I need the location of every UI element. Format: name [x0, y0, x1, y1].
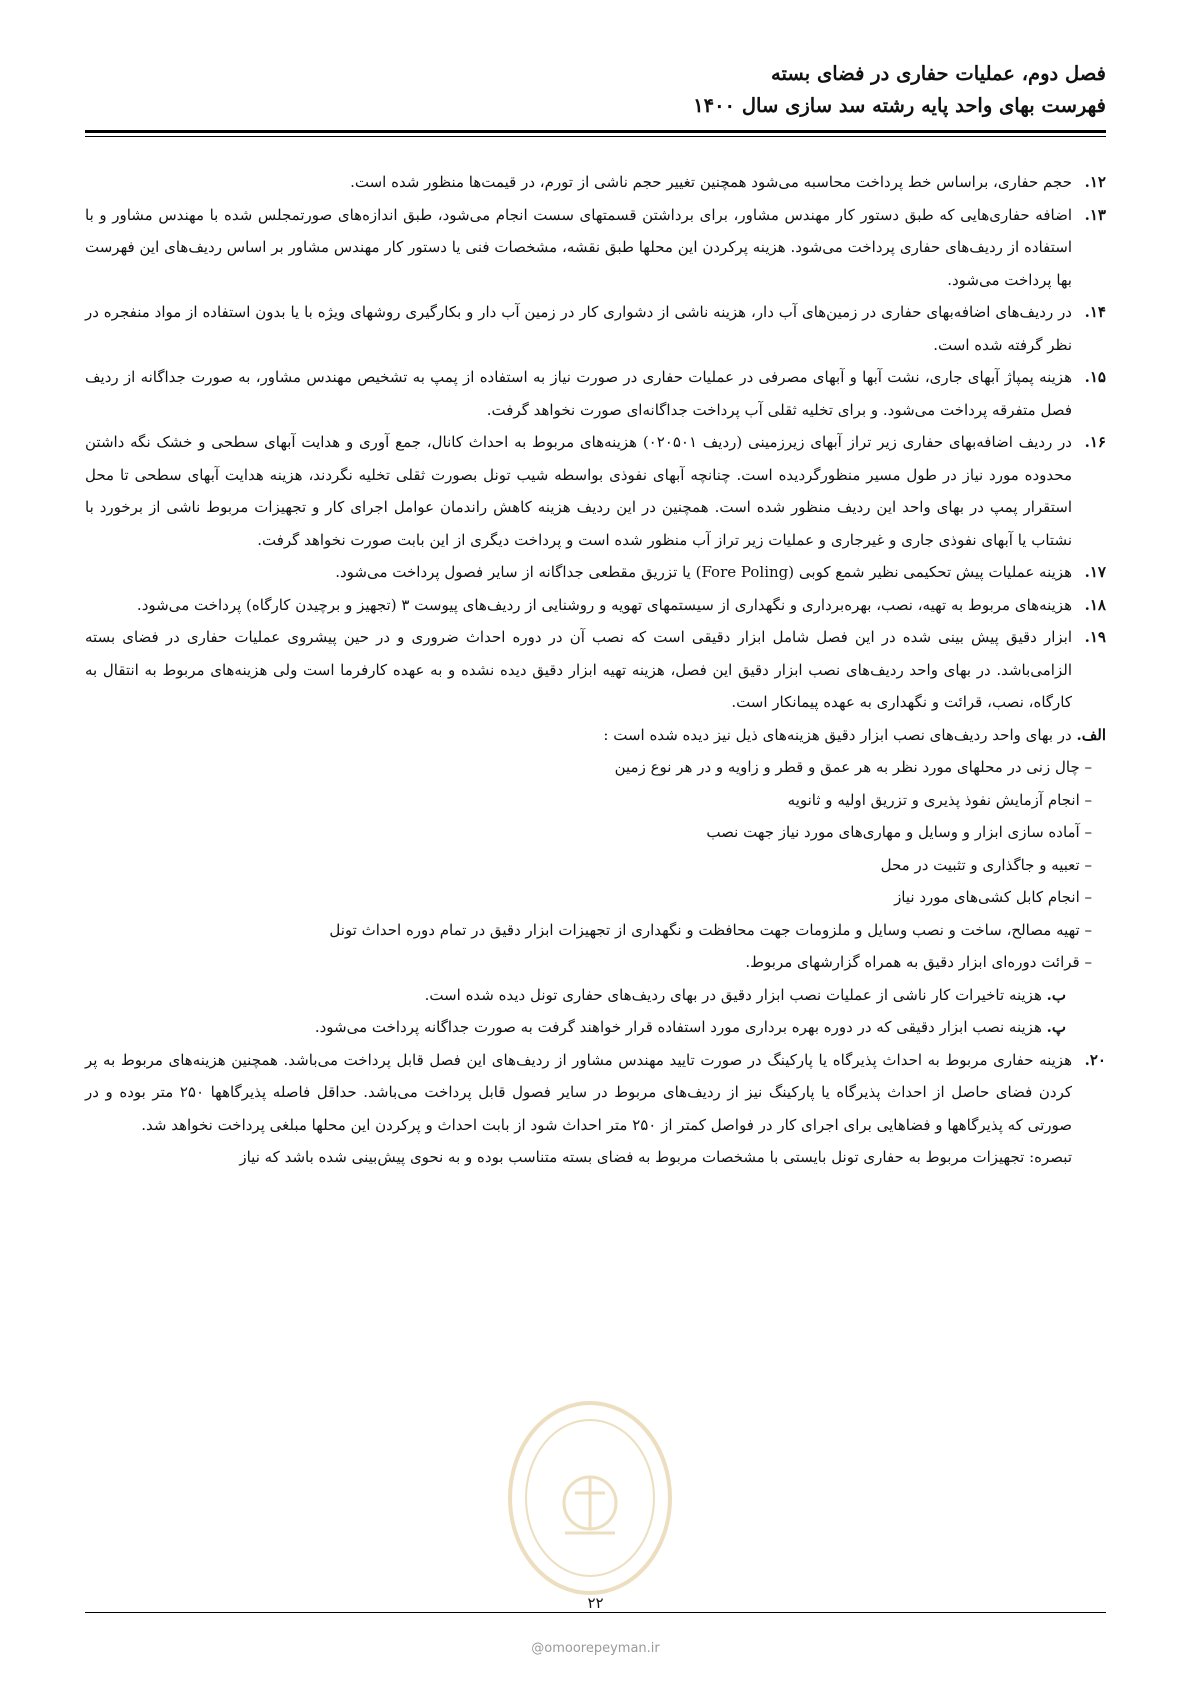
- sub-item-be: [85, 979, 1066, 1012]
- item-number: ۱۵.: [1084, 368, 1106, 386]
- item-text: هزینه عملیات پیش تحکیمی نظیر شمع کوبی (Fore Poling) یا تزریق مقطعی جداگانه از سایر فصول پرداخت می‌شود.: [335, 563, 1072, 581]
- list-item: [85, 166, 1106, 199]
- item-number: ۱۷.: [1084, 563, 1106, 581]
- item-number: ۱۸.: [1084, 595, 1106, 614]
- document-title: فهرست بهای واحد پایه رشته سد سازی سال ۱۴۰۰: [693, 94, 1106, 117]
- item-text: در ردیف‌های اضافه‌بهای حفاری در زمین‌های آب دار، هزینه ناشی از دشواری کار در زمین آب دار و بکارگیری روشهای ویژه با یا بدون استفاده از مواد منفجره در نظر گرفته شده است.: [85, 303, 1072, 354]
- bullet-item: – چال زنی در محلهای مورد نظر به هر عمق و قطر و زاویه و در هر نوع زمین: [614, 758, 1092, 776]
- item-text: اضافه حفاری‌هایی که طبق دستور کار مهندس مشاور، برای برداشتن قسمتهای سست انجام می‌شود، طبق اندازه‌های صورتمجلس شده با مهندس مشاور و با استفاده از ردیف‌های حفاری پرداخت می‌شود. هزینه پرکردن این محلها طبق نقشه، مشخصات فنی یا دستور کار مهندس مشاور بر اساس ردیف‌های این فهرست بها پرداخت می‌شود.: [85, 205, 1072, 289]
- item-number: ۲۰.: [1084, 1050, 1106, 1069]
- item-text: هزینه پمپاژ آبهای جاری، نشت آبها و آبهای مصرفی در عملیات حفاری در صورت نیاز به استفاده از پمپ به تشخیص مهندس مشاور، به صورت جداگانه از ردیف فصل متفرقه پرداخت می‌شود. و برای تخلیه ثقلی آب پرداخت جداگانه‌ای صورت نخواهد گرفت.: [85, 368, 1072, 419]
- sub-item-label: پ.: [1046, 1018, 1066, 1036]
- item-number: ۱۴.: [1084, 303, 1106, 321]
- list-item: [85, 199, 1106, 297]
- list-item: [85, 296, 1106, 361]
- note-paragraph: تبصره: تجهیزات مربوط به حفاری تونل بایستی با مشخصات مربوط به فضای بسته متناسب بوده و به نحوی پیش‌بینی شده باشد که نیاز: [239, 1148, 1072, 1166]
- sub-item-text: در بهای واحد ردیف‌های نصب ابزار دقیق هزینه‌های ذیل نیز دیده شده است :: [603, 725, 1072, 744]
- item-number: ۱۶.: [1084, 433, 1106, 451]
- page-content: [85, 166, 1106, 1174]
- page-number: ۲۲: [587, 1594, 604, 1612]
- watermark-seal: [505, 1398, 675, 1598]
- bullet-item: – تعبیه و جاگذاری و تثبیت در محل: [880, 855, 1092, 874]
- sub-item-text: هزینه تاخیرات کار ناشی از عملیات نصب ابزار دقیق در بهای ردیف‌های حفاری تونل دیده شده است.: [424, 985, 1042, 1004]
- bullet-item: – انجام کابل کشی‌های مورد نیاز: [894, 888, 1092, 906]
- item-number: ۱۲.: [1084, 173, 1106, 191]
- bullet-item: – تهیه مصالح، ساخت و نصب وسایل و ملزومات جهت محافظت و نگهداری از تجهیزات ابزار دقیق در تمام دوره احداث تونل: [329, 920, 1092, 939]
- list-item: [85, 426, 1106, 556]
- bullet-item: – قرائت دوره‌ای ابزار دقیق به همراه گزارشهای مربوط.: [745, 953, 1092, 971]
- bullet-item: – انجام آزمایش نفوذ پذیری و تزریق اولیه و ثانویه: [787, 790, 1092, 809]
- sub-item-label: الف.: [1076, 725, 1106, 744]
- item-text: حجم حفاری، براساس خط پرداخت محاسبه می‌شود همچنین تغییر حجم ناشی از تورم، در قیمت‌ها منظور شده است.: [350, 173, 1072, 191]
- list-item: [85, 589, 1106, 622]
- item-text: در ردیف اضافه‌بهای حفاری زیر تراز آبهای زیرزمینی (ردیف ۰۲۰۵۰۱) هزینه‌های مربوط به احداث کانال، جمع آوری و هدایت آبهای سطحی و خشک نگه داشتن محدوده مورد نیاز در طول مسیر منظورگردیده است. چنانچه آبهای نفوذی بواسطه شیب تونل بصورت ثقلی تخلیه نگردند، هزینه هدایت آبهای سطحی تا محل استقرار پمپ در بهای واحد این ردیف منظور شده است. همچنین در این ردیف هزینه کاهش راندمان عوامل اجرای کار و تجهیزات مربوط ناشی از برخورد با نشتاب یا آبهای نفوذی جاری و غیرجاری و عملیات زیر تراز آب منظور شده است و پرداخت دیگری از این بابت صورت نخواهد گرفت.: [85, 433, 1072, 549]
- header-rule-thin: [85, 136, 1106, 137]
- sub-item-pe: [85, 1011, 1066, 1044]
- header-rule-thick: [85, 130, 1106, 133]
- item-text: هزینه‌های مربوط به تهیه، نصب، بهره‌برداری و نگهداری از سیستمهای تهویه و روشنایی از ردیف‌های پیوست ۳ (تجهیز و برچیدن کارگاه) پرداخت می‌شود.: [136, 595, 1072, 614]
- item-number: ۱۳.: [1084, 205, 1106, 224]
- item-number: ۱۹.: [1084, 628, 1106, 646]
- bullet-item: – آماده سازی ابزار و وسایل و مهاری‌های مورد نیاز جهت نصب: [706, 823, 1092, 841]
- page-header: [85, 58, 1106, 122]
- sub-item-alef: [85, 719, 1106, 752]
- list-item: [85, 556, 1106, 589]
- item-text: ابزار دقیق پیش بینی شده در این فصل شامل ابزار دقیقی است که نصب آن در دوره احداث ضروری و در حین پیشروی عملیات حفاری در فضای بسته الزامی‌باشد. در بهای واحد ردیف‌های نصب ابزار دقیق این فصل، هزینه تهیه ابزار دقیق دیده نشده و به عهده کارفرما است ولی هزینه‌های مربوط به انتقال به کارگاه، نصب، قرائت و نگهداری به عهده پیمانکار است.: [85, 628, 1072, 711]
- list-item: [85, 1044, 1106, 1142]
- sub-item-label: ب.: [1046, 985, 1066, 1004]
- footer-rule: [85, 1612, 1106, 1613]
- sub-item-text: هزینه نصب ابزار دقیقی که در دوره بهره برداری مورد استفاده قرار خواهند گرفت به صورت جداگانه پرداخت می‌شود.: [314, 1018, 1042, 1036]
- list-item: [85, 361, 1106, 426]
- site-watermark: @omoorepeyman.ir: [531, 1641, 660, 1656]
- item-text: هزینه حفاری مربوط به احداث پذیرگاه یا پارکینگ در صورت تایید مهندس مشاور از ردیف‌های این فصل قابل پرداخت می‌باشد. همچنین هزینه‌های مربوط به پر کردن فضای حاصل از احداث پذیرگاه یا پارکینگ نیز از ردیف‌های مربوط در سایر فصول قابل پرداخت می‌باشد. حداقل فاصله پذیرگاهها ۲۵۰ متر بوده و در صورتی که پذیرگاهها و فضاهایی برای اجرای کار در فواصل کمتر از ۲۵۰ متر احداث شود از بابت احداث و پرکردن این محلها مبلغی پرداخت نخواهد شد.: [85, 1050, 1072, 1134]
- list-item: [85, 621, 1106, 719]
- chapter-title: فصل دوم، عملیات حفاری در فضای بسته: [771, 62, 1106, 85]
